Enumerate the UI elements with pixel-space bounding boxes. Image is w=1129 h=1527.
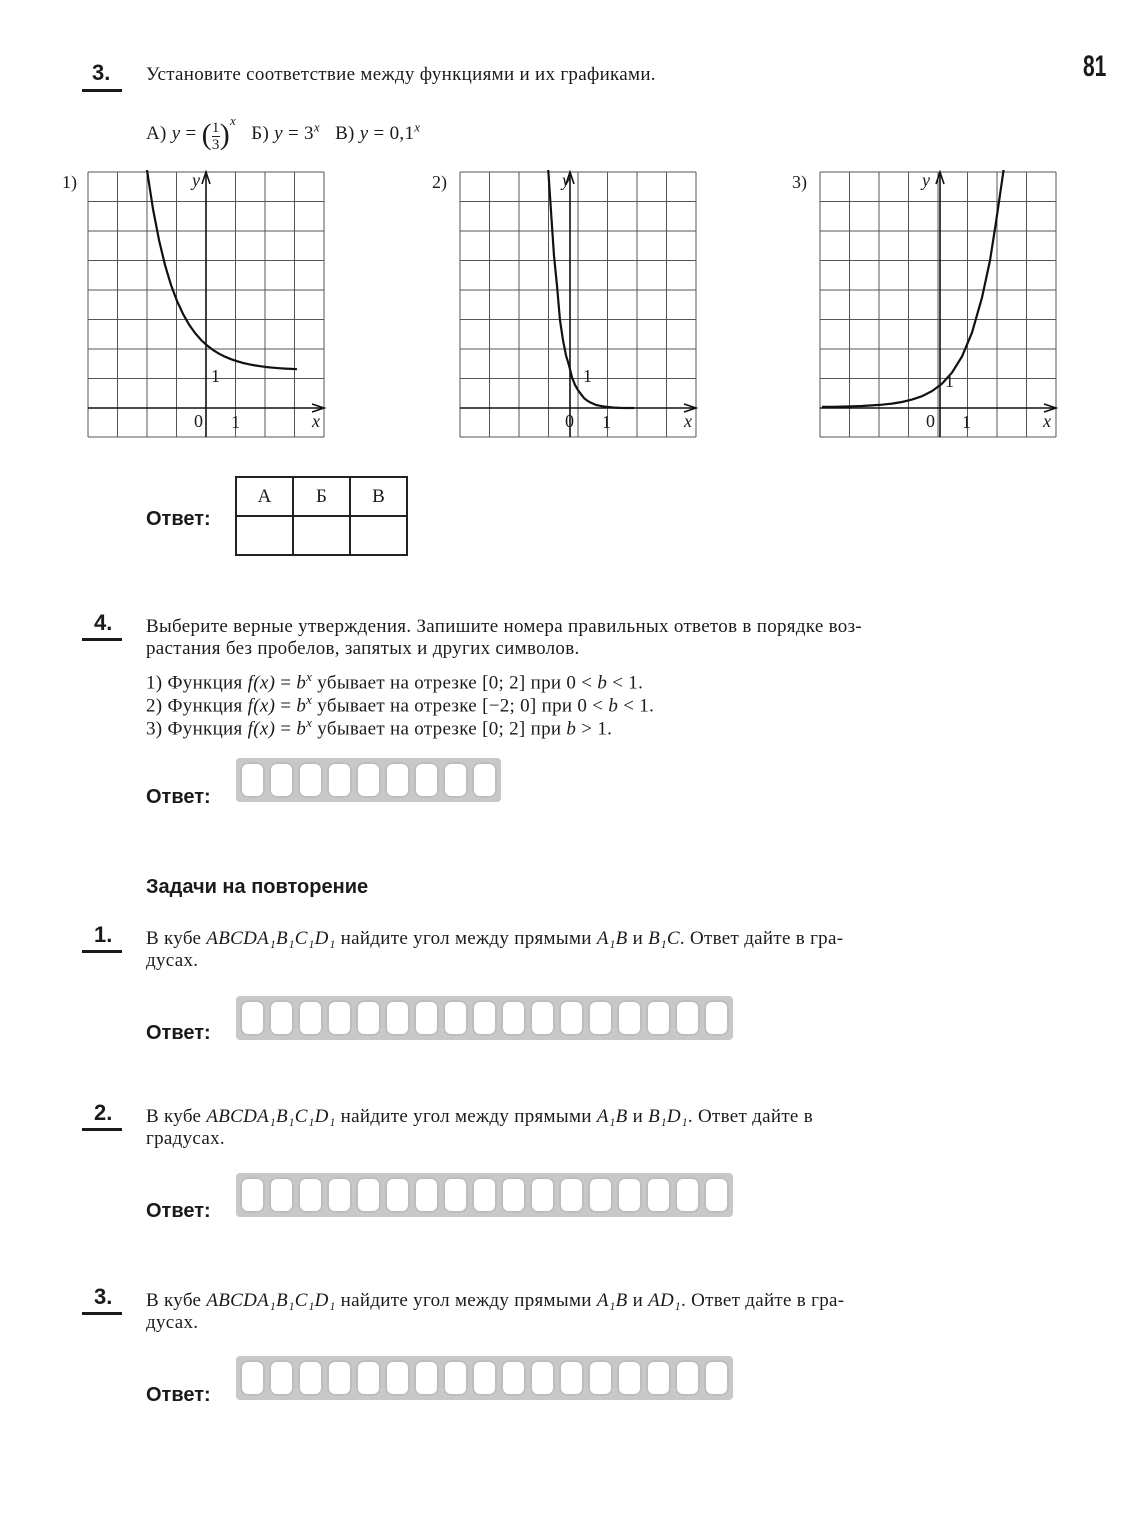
- answer-cell[interactable]: [501, 1360, 526, 1396]
- answer-cell-v[interactable]: [350, 516, 407, 555]
- answer-cell[interactable]: [385, 1000, 410, 1036]
- table-header-a: А: [236, 477, 293, 516]
- review-2-number: 2.: [94, 1100, 113, 1125]
- graph-3-x-label: x: [1043, 411, 1051, 431]
- review-2-cont: градусах.: [146, 1128, 225, 1149]
- answer-cell[interactable]: [269, 1177, 294, 1213]
- task-3-prompt: Установите соответствие между функциями и их графиками.: [146, 64, 656, 85]
- review-2-answer-cells[interactable]: [236, 1173, 733, 1217]
- graph-1-curve: [147, 170, 297, 369]
- statement-2-exp: x: [306, 692, 313, 707]
- answer-cell[interactable]: [675, 1360, 700, 1396]
- task-3-answer-label: Ответ:: [146, 508, 211, 530]
- review-1-line1: A₁B: [596, 928, 628, 949]
- review-2-underline: [82, 1128, 122, 1131]
- answer-cell[interactable]: [588, 1000, 613, 1036]
- answer-cell[interactable]: [327, 762, 352, 798]
- review-1-text: [146, 928, 843, 950]
- review-3-line1: A₁B: [596, 1290, 628, 1311]
- answer-cell[interactable]: [298, 1360, 323, 1396]
- answer-cell[interactable]: [414, 762, 439, 798]
- answer-cell[interactable]: [530, 1000, 555, 1036]
- option-b-label: Б): [251, 123, 270, 144]
- answer-cell[interactable]: [414, 1000, 439, 1036]
- review-3-answer-label: Ответ:: [146, 1384, 211, 1406]
- review-2-tail: . Ответ дайте в: [687, 1106, 813, 1127]
- statement-2-prefix: 2) Функция: [146, 695, 243, 717]
- answer-cell-a[interactable]: [236, 516, 293, 555]
- answer-cell[interactable]: [356, 762, 381, 798]
- statement-1-eq: =: [280, 672, 292, 694]
- answer-cell[interactable]: [327, 1360, 352, 1396]
- review-1-number: 1.: [94, 922, 113, 947]
- statement-1-base: b: [296, 672, 307, 694]
- answer-cell[interactable]: [675, 1000, 700, 1036]
- paren-left: (: [201, 118, 212, 151]
- answer-cell[interactable]: [327, 1177, 352, 1213]
- option-b-base: 3: [304, 123, 314, 144]
- answer-cell[interactable]: [472, 1000, 497, 1036]
- answer-cell[interactable]: [588, 1360, 613, 1396]
- answer-cell[interactable]: [675, 1177, 700, 1213]
- option-a-var: y: [171, 123, 181, 144]
- graph-2-tick-x: 1: [602, 412, 611, 432]
- graph-2-label: 2): [432, 172, 447, 192]
- section-heading: Задачи на повторение: [146, 876, 369, 898]
- review-2-intro: В кубе: [146, 1106, 202, 1127]
- statement-3: [146, 712, 612, 740]
- answer-cell[interactable]: [385, 1177, 410, 1213]
- answer-cell[interactable]: [530, 1177, 555, 1213]
- graph-1-label: 1): [62, 172, 77, 192]
- review-3-tail: . Ответ дайте в гра-: [680, 1290, 845, 1311]
- task-4-answer-label: Ответ:: [146, 786, 211, 808]
- option-a-denominator: 3: [211, 137, 220, 153]
- table-header-b: Б: [293, 477, 350, 516]
- answer-cell[interactable]: [414, 1177, 439, 1213]
- statement-3-base: b: [296, 718, 307, 740]
- option-a-fraction: [212, 120, 220, 153]
- task-3-underline: [82, 89, 122, 92]
- answer-cell[interactable]: [530, 1360, 555, 1396]
- statement-2-tail: < 1.: [623, 695, 655, 717]
- review-3-text: [146, 1290, 844, 1312]
- statement-1-func: f(x): [247, 672, 276, 694]
- review-1-underline: [82, 950, 122, 953]
- graph-1-origin: 0: [194, 411, 203, 431]
- graph-3-origin: 0: [926, 411, 935, 431]
- statement-1-prefix: 1) Функция: [146, 672, 243, 694]
- task-3-answer-table: [235, 476, 408, 556]
- answer-cell[interactable]: [240, 1000, 265, 1036]
- answer-cell[interactable]: [385, 762, 410, 798]
- review-1-intro: В кубе: [146, 928, 202, 949]
- review-2-cube: ABCDA₁B₁C₁D₁: [206, 1106, 336, 1127]
- option-c-eq: =: [373, 123, 385, 144]
- answer-cell[interactable]: [559, 1177, 584, 1213]
- review-1-tail: . Ответ дайте в гра-: [679, 928, 844, 949]
- task-4-number: 4.: [94, 610, 113, 635]
- answer-cell[interactable]: [704, 1360, 729, 1396]
- option-a-exp: x: [230, 113, 237, 128]
- answer-cell[interactable]: [559, 1360, 584, 1396]
- review-3-cube: ABCDA₁B₁C₁D₁: [206, 1290, 336, 1311]
- review-2-and: и: [632, 1106, 644, 1127]
- review-1-line2: B₁C: [648, 928, 680, 949]
- answer-cell[interactable]: [443, 1360, 468, 1396]
- review-3-mid: найдите угол между прямыми: [340, 1290, 592, 1311]
- graph-3-label: 3): [792, 172, 807, 192]
- review-3-cont: дусах.: [146, 1312, 199, 1333]
- review-3-line2: AD₁: [648, 1290, 681, 1311]
- answer-cell[interactable]: [617, 1360, 642, 1396]
- answer-cell[interactable]: [327, 1000, 352, 1036]
- graph-1: [86, 170, 328, 440]
- statement-3-text: убывает на отрезке [0; 2] при: [317, 718, 562, 740]
- answer-cell[interactable]: [443, 1000, 468, 1036]
- statement-1-tail: < 1.: [612, 672, 644, 694]
- answer-cell[interactable]: [269, 1360, 294, 1396]
- graph-3-tick-x: 1: [962, 412, 971, 432]
- review-3-intro: В кубе: [146, 1290, 202, 1311]
- graph-2: [458, 170, 700, 440]
- answer-cell[interactable]: [472, 762, 497, 798]
- option-b-eq: =: [287, 123, 299, 144]
- graph-2-y-label: y: [562, 170, 570, 190]
- graph-1-y-label: y: [192, 170, 200, 190]
- review-3-number: 3.: [94, 1284, 113, 1309]
- answer-cell[interactable]: [269, 1000, 294, 1036]
- review-2-mid: найдите угол между прямыми: [340, 1106, 592, 1127]
- answer-cell[interactable]: [356, 1177, 381, 1213]
- answer-cell[interactable]: [617, 1177, 642, 1213]
- table-header-v: В: [350, 477, 407, 516]
- graph-2-tick-y: 1: [583, 366, 592, 386]
- answer-cell[interactable]: [298, 1177, 323, 1213]
- review-1-answer-cells[interactable]: [236, 996, 733, 1040]
- answer-cell[interactable]: [240, 1177, 265, 1213]
- answer-cell[interactable]: [704, 1177, 729, 1213]
- task-4-prompt-line2: растания без пробелов, запятых и других символов.: [146, 638, 580, 659]
- option-c-base: 0,1: [389, 123, 415, 144]
- statement-3-prefix: 3) Функция: [146, 718, 243, 740]
- option-c-exp: x: [414, 119, 421, 135]
- page-number: 81: [1083, 50, 1107, 83]
- task-4-prompt-line1: Выберите верные утверждения. Запишите номера правильных ответов в порядке воз-: [146, 616, 863, 637]
- statement-3-tail: > 1.: [581, 718, 613, 740]
- answer-cell[interactable]: [443, 1177, 468, 1213]
- answer-cell[interactable]: [240, 1360, 265, 1396]
- statement-3-var: b: [566, 718, 577, 740]
- statement-2-base: b: [296, 695, 307, 717]
- graph-2-x-label: x: [684, 411, 692, 431]
- option-a-label: А): [146, 123, 167, 144]
- answer-cell[interactable]: [646, 1000, 671, 1036]
- answer-cell[interactable]: [298, 762, 323, 798]
- statement-1-exp: x: [306, 669, 313, 684]
- graph-1-tick-y: 1: [211, 366, 220, 386]
- option-b-var: y: [274, 123, 283, 144]
- option-c-label: В): [335, 123, 355, 144]
- answer-cell[interactable]: [414, 1360, 439, 1396]
- task-3-number: 3.: [92, 60, 111, 85]
- statement-2-text: убывает на отрезке [−2; 0] при 0 <: [317, 695, 604, 717]
- review-3-underline: [82, 1312, 122, 1315]
- review-1-mid: найдите угол между прямыми: [340, 928, 592, 949]
- statement-3-eq: =: [280, 718, 292, 740]
- option-c-var: y: [359, 123, 369, 144]
- review-1-and: и: [632, 928, 644, 949]
- graph-3-y-label: y: [922, 170, 930, 190]
- answer-cell[interactable]: [646, 1177, 671, 1213]
- statement-2-func: f(x): [247, 695, 276, 717]
- answer-cell[interactable]: [588, 1177, 613, 1213]
- answer-cell[interactable]: [646, 1360, 671, 1396]
- review-2-text: [146, 1106, 813, 1128]
- option-a-eq: =: [185, 123, 197, 144]
- task-4-underline: [82, 638, 122, 641]
- task-4-answer-cells[interactable]: [236, 758, 501, 802]
- graph-1-tick-x: 1: [231, 412, 240, 432]
- statement-1-text: убывает на отрезке [0; 2] при 0 <: [317, 672, 593, 694]
- answer-cell[interactable]: [356, 1000, 381, 1036]
- review-1-cube: ABCDA₁B₁C₁D₁: [206, 928, 336, 949]
- answer-cell[interactable]: [298, 1000, 323, 1036]
- graph-3-tick-y: 1: [945, 371, 954, 391]
- answer-cell[interactable]: [269, 762, 294, 798]
- statement-2-var: b: [608, 695, 619, 717]
- answer-cell[interactable]: [559, 1000, 584, 1036]
- graph-3: [818, 170, 1060, 440]
- review-2-answer-label: Ответ:: [146, 1200, 211, 1222]
- answer-cell[interactable]: [356, 1360, 381, 1396]
- answer-cell[interactable]: [472, 1360, 497, 1396]
- review-1-cont: дусах.: [146, 950, 199, 971]
- statement-3-exp: x: [306, 715, 313, 730]
- task-3-options: [146, 110, 421, 153]
- answer-cell[interactable]: [443, 762, 468, 798]
- answer-cell[interactable]: [704, 1000, 729, 1036]
- option-b-exp: x: [313, 119, 320, 135]
- review-2-line1: A₁B: [596, 1106, 628, 1127]
- answer-cell[interactable]: [385, 1360, 410, 1396]
- paren-right: ): [219, 118, 230, 151]
- answer-cell[interactable]: [501, 1000, 526, 1036]
- answer-cell[interactable]: [240, 762, 265, 798]
- review-1-answer-label: Ответ:: [146, 1022, 211, 1044]
- review-2-line2: B₁D₁: [648, 1106, 688, 1127]
- graph-2-origin: 0: [565, 411, 574, 431]
- review-3-answer-cells[interactable]: [236, 1356, 733, 1400]
- statement-1-var: b: [597, 672, 608, 694]
- answer-cell[interactable]: [501, 1177, 526, 1213]
- review-3-and: и: [632, 1290, 644, 1311]
- statement-2-eq: =: [280, 695, 292, 717]
- option-a-numerator: 1: [211, 120, 220, 136]
- graph-1-x-label: x: [312, 411, 320, 431]
- answer-cell[interactable]: [617, 1000, 642, 1036]
- answer-cell-b[interactable]: [293, 516, 350, 555]
- answer-cell[interactable]: [472, 1177, 497, 1213]
- statement-3-func: f(x): [247, 718, 276, 740]
